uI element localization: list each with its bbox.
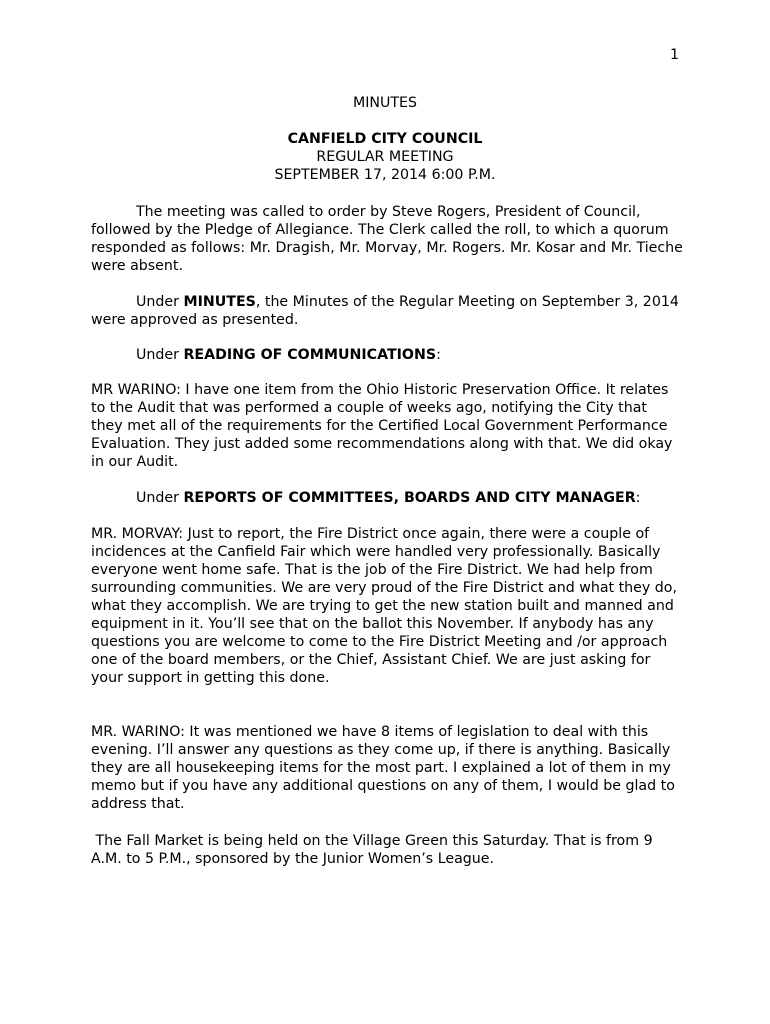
paragraph-fall-market <box>91 832 683 868</box>
minutes-rest: , the Minutes of the Regular Meeting on September 3, 2014 were approved as presented. <box>91 294 679 328</box>
paragraph-minutes <box>91 293 683 329</box>
page-number: 1 <box>669 47 679 63</box>
call-to-order-text: The meeting was called to order by Steve Rogers, President of Council, followed by the Pledge of Allegiance. The Clerk called the roll, to which a quorum responded as follows: Mr. Dragish, Mr. Morvay, Mr. Rogers. Mr. Kosar and Mr. Tieche were absent. <box>91 204 683 274</box>
paragraph-reports <box>91 489 683 507</box>
document-title: MINUTES <box>352 95 418 111</box>
warino-communication-text: MR WARINO: I have one item from the Ohio Historic Preservation Office. It relates to the Audit that was performed a couple of weeks ago, notifying the City that they met all of the requirements for the Certified Local Government Performance Evaluation. They just added some recommendations along with that. We did okay in our Audit. <box>91 382 673 470</box>
paragraph-communications <box>91 346 683 364</box>
reports-text <box>91 489 683 507</box>
minutes-prefix: Under <box>136 294 184 310</box>
paragraph-call-to-order <box>91 203 683 275</box>
communications-prefix: Under <box>136 347 184 363</box>
communications-heading: READING OF COMMUNICATIONS <box>183 347 437 363</box>
communications-rest: : <box>436 347 441 363</box>
morvay-report-text: MR. MORVAY: Just to report, the Fire District once again, there were a couple of incidences at the Canfield Fair which were handled very professionally. Basically everyone went home safe. That is the job of the Fire District. We had help from surrounding communities. We are very proud of the Fire District and what they do, what they accomplish. We are trying to get the new station built and manned and equipment in it. You’ll see that on the ballot this November. If anybody has any questions you are welcome to come to the Fire District Meeting and /or approach one of the board members, or the Chief, Assistant Chief. We are just asking for your support in getting this done. <box>91 526 677 686</box>
paragraph-warino-report <box>91 723 683 813</box>
council-name: CANFIELD CITY COUNCIL <box>287 131 483 147</box>
paragraph-morvay-report <box>91 525 683 687</box>
reports-heading: REPORTS OF COMMITTEES, BOARDS AND CITY MANAGER <box>183 490 636 506</box>
reports-rest: : <box>635 490 641 506</box>
minutes-text <box>91 293 683 329</box>
fall-market-text: The Fall Market is being held on the Village Green this Saturday. That is from 9 A.M. to 5 P.M., sponsored by the Junior Women’s League. <box>91 833 658 867</box>
meeting-type: REGULAR MEETING <box>316 149 454 165</box>
warino-report-text: MR. WARINO: It was mentioned we have 8 items of legislation to deal with this evening. I’ll answer any questions as they come up, if there is anything. Basically they are all housekeeping items for the most part. I explained a lot of them in my memo but if you have any additional questions on any of them, I would be glad to address that. <box>91 724 675 812</box>
reports-prefix: Under <box>136 490 184 506</box>
communications-text <box>91 346 683 364</box>
paragraph-warino-communication <box>91 381 683 471</box>
meeting-date-time: SEPTEMBER 17, 2014 6:00 P.M. <box>274 167 496 183</box>
minutes-heading: MINUTES <box>183 294 256 310</box>
